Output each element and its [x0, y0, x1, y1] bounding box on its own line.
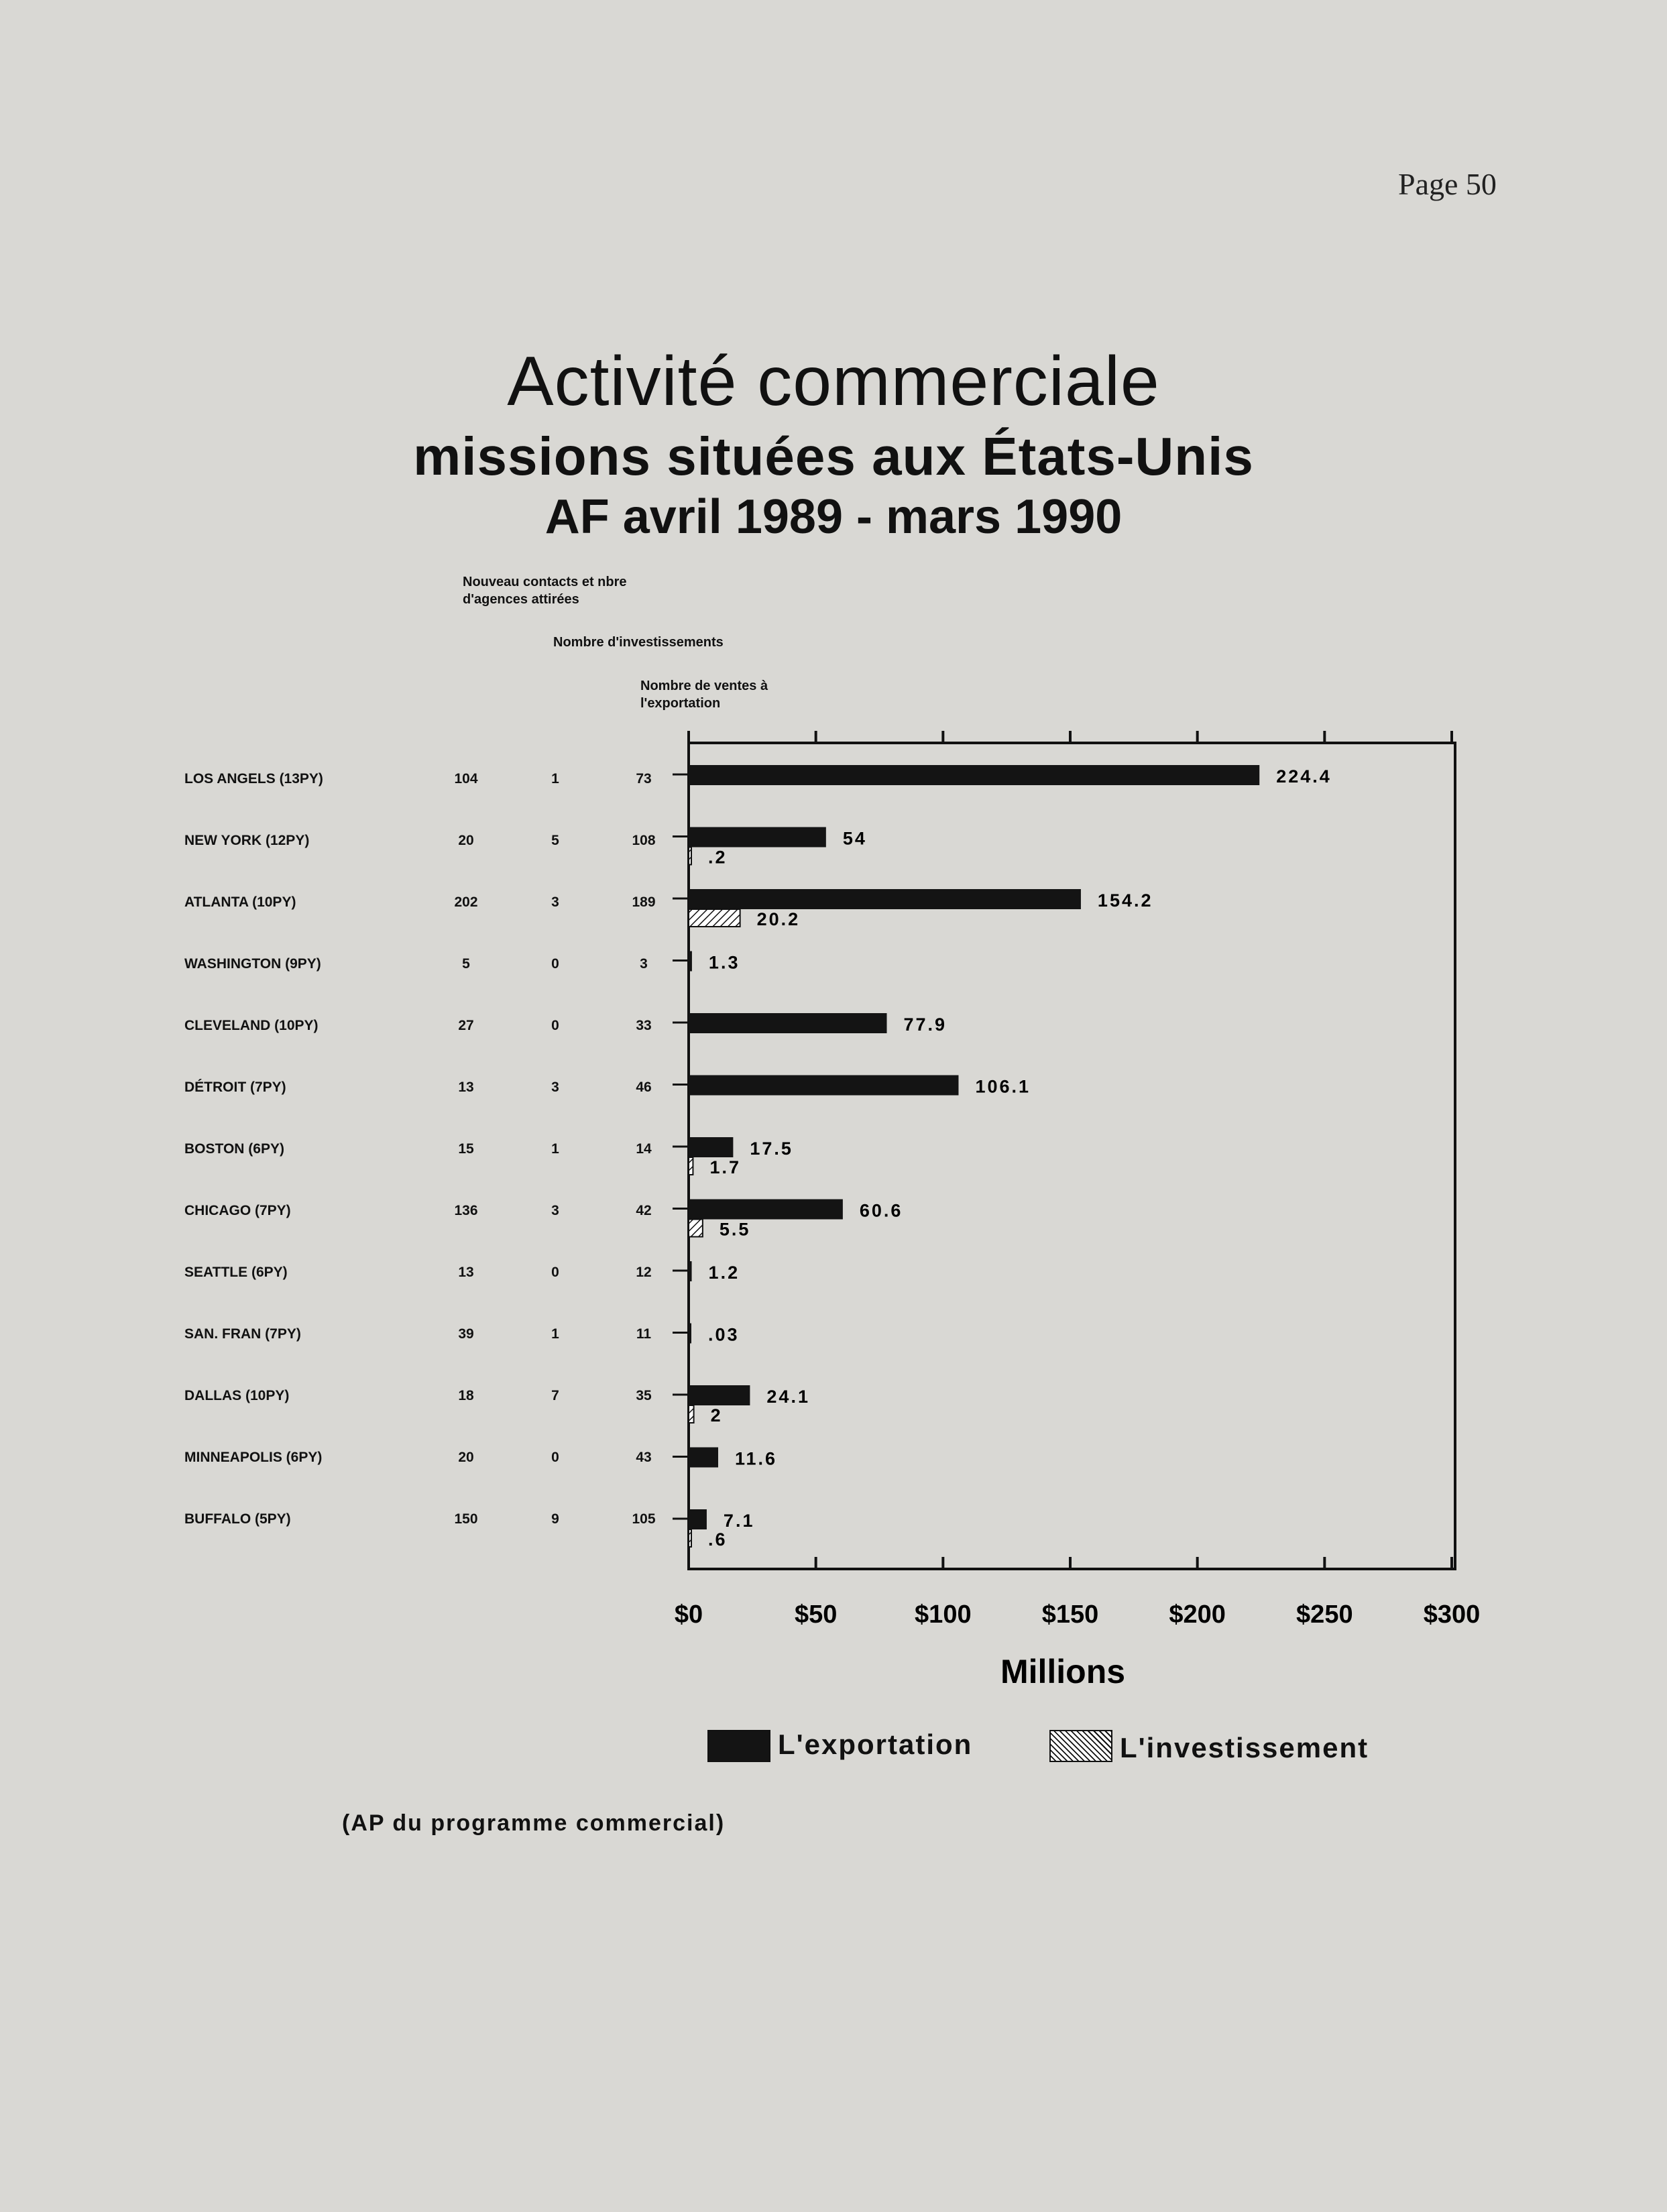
bar-export-label: 106.1	[975, 1076, 1031, 1097]
sales-count: 108	[632, 833, 656, 848]
x-tick-label: $150	[1041, 1600, 1099, 1629]
x-axis-label: Millions	[1000, 1653, 1126, 1690]
contacts-count: 20	[458, 1450, 474, 1465]
investments-count: 0	[551, 1265, 559, 1280]
city-label: WASHINGTON (9PY)	[184, 956, 321, 972]
bar-export-label: 54	[842, 828, 867, 849]
sales-count: 189	[632, 894, 656, 910]
city-label: LOS ANGELS (13PY)	[184, 771, 323, 787]
x-tick-label: $250	[1296, 1600, 1353, 1629]
sales-count: 14	[636, 1141, 652, 1157]
city-label: DÉTROIT (7PY)	[184, 1080, 286, 1095]
city-label: SEATTLE (6PY)	[184, 1265, 288, 1280]
bar-investment-label: 20.2	[756, 909, 801, 929]
bar-export	[689, 889, 1081, 909]
bar-export	[689, 1509, 707, 1529]
city-label: DALLAS (10PY)	[184, 1388, 290, 1403]
city-label: BOSTON (6PY)	[184, 1141, 284, 1157]
sales-count: 105	[632, 1511, 656, 1527]
bar-export-label: 1.2	[708, 1263, 740, 1283]
footnote: (AP du programme commercial)	[342, 1810, 726, 1836]
legend-label-investment: L'investissement	[1120, 1732, 1369, 1763]
contacts-count: 104	[454, 771, 478, 787]
bar-investment	[689, 1529, 691, 1547]
bar-export	[689, 951, 692, 972]
bar-export	[689, 1137, 733, 1157]
contacts-count: 150	[454, 1511, 478, 1527]
bar-export	[689, 1448, 718, 1468]
contacts-count: 5	[462, 956, 470, 972]
sales-count: 33	[636, 1018, 652, 1033]
bar-export-label: 11.6	[735, 1448, 778, 1469]
bar-investment	[689, 1157, 693, 1175]
city-label: CHICAGO (7PY)	[184, 1203, 291, 1218]
bar-export	[689, 765, 1259, 785]
page-number: Page 50	[1398, 167, 1497, 201]
x-tick-label: $300	[1423, 1600, 1481, 1629]
legend-swatch-investment	[1049, 1730, 1112, 1762]
bar-investment-label: 2	[710, 1405, 723, 1425]
bar-export-label: 224.4	[1276, 766, 1332, 787]
bar-export	[689, 1385, 750, 1405]
sales-count: 35	[636, 1388, 652, 1403]
x-tick-label: $200	[1169, 1600, 1226, 1629]
bar-export-label: 154.2	[1097, 890, 1153, 911]
investments-count: 3	[551, 894, 559, 910]
bar-export	[689, 1324, 691, 1344]
investments-count: 0	[551, 956, 559, 972]
chart-period: AF avril 1989 - mars 1990	[544, 490, 1123, 544]
bar-export	[689, 827, 826, 848]
bar-export-label: 17.5	[750, 1139, 793, 1159]
legend-swatch-export	[707, 1730, 770, 1762]
bar-export-label: 77.9	[903, 1014, 947, 1035]
bar-export-label: 24.1	[766, 1387, 810, 1407]
contacts-count: 13	[458, 1265, 474, 1280]
sales-count: 73	[636, 771, 652, 787]
bar-investment-label: 5.5	[719, 1219, 751, 1240]
bar-export-label: .03	[708, 1324, 740, 1345]
x-tick-label: $0	[674, 1600, 703, 1629]
investments-count: 3	[551, 1080, 559, 1095]
chart-title: Activité commerciale	[507, 343, 1160, 420]
city-label: NEW YORK (12PY)	[184, 833, 310, 848]
bar-export-label: 60.6	[859, 1200, 903, 1221]
bar-export-label: 7.1	[723, 1511, 755, 1531]
investments-count: 1	[551, 1326, 559, 1342]
bar-export	[689, 1075, 958, 1096]
city-label: BUFFALO (5PY)	[184, 1511, 291, 1527]
column-header-sales: Nombre de ventes à l'exportation	[640, 679, 768, 711]
bar-export	[689, 1200, 843, 1220]
investments-count: 3	[551, 1203, 559, 1218]
sales-count: 43	[636, 1450, 652, 1465]
x-tick-label: $100	[915, 1600, 972, 1629]
contacts-count: 202	[454, 894, 478, 910]
city-label: SAN. FRAN (7PY)	[184, 1326, 301, 1342]
bar-export	[689, 1013, 887, 1033]
x-tick-label: $50	[794, 1600, 838, 1629]
investments-count: 7	[551, 1388, 559, 1403]
contacts-count: 39	[458, 1326, 474, 1342]
plot-frame	[689, 743, 1455, 1569]
investments-count: 0	[551, 1450, 559, 1465]
bar-investment	[689, 1220, 703, 1237]
sales-count: 42	[636, 1203, 652, 1218]
contacts-count: 15	[458, 1141, 474, 1157]
bar-export-label: 1.3	[708, 952, 740, 973]
contacts-count: 13	[458, 1080, 474, 1095]
contacts-count: 27	[458, 1018, 474, 1033]
sales-count: 11	[636, 1326, 652, 1342]
column-header-contacts: Nouveau contacts et nbre d'agences attirées	[463, 575, 627, 607]
bar-investment-label: 1.7	[709, 1157, 741, 1177]
city-label: MINNEAPOLIS (6PY)	[184, 1450, 323, 1465]
investments-count: 5	[551, 833, 559, 848]
contacts-count: 20	[458, 833, 474, 848]
city-label: ATLANTA (10PY)	[184, 894, 296, 910]
contacts-count: 136	[454, 1203, 478, 1218]
chart-subtitle: missions situées aux États-Unis	[413, 426, 1254, 486]
bar-export	[689, 1261, 692, 1281]
city-label: CLEVELAND (10PY)	[184, 1018, 319, 1033]
sales-count: 46	[636, 1080, 652, 1095]
bar-investment	[689, 848, 691, 865]
sales-count: 12	[636, 1265, 652, 1280]
legend-label-export: L'exportation	[778, 1729, 973, 1760]
bar-investment-label: .2	[708, 847, 728, 868]
column-header-investments: Nombre d'investissements	[553, 635, 724, 650]
bar-investment-label: .6	[708, 1529, 728, 1550]
bar-investment	[689, 1405, 694, 1423]
investments-count: 0	[551, 1018, 559, 1033]
contacts-count: 18	[458, 1388, 474, 1403]
investments-count: 1	[551, 1141, 559, 1157]
investments-count: 1	[551, 771, 559, 787]
sales-count: 3	[640, 956, 648, 972]
bar-investment	[689, 909, 740, 927]
investments-count: 9	[551, 1511, 559, 1527]
